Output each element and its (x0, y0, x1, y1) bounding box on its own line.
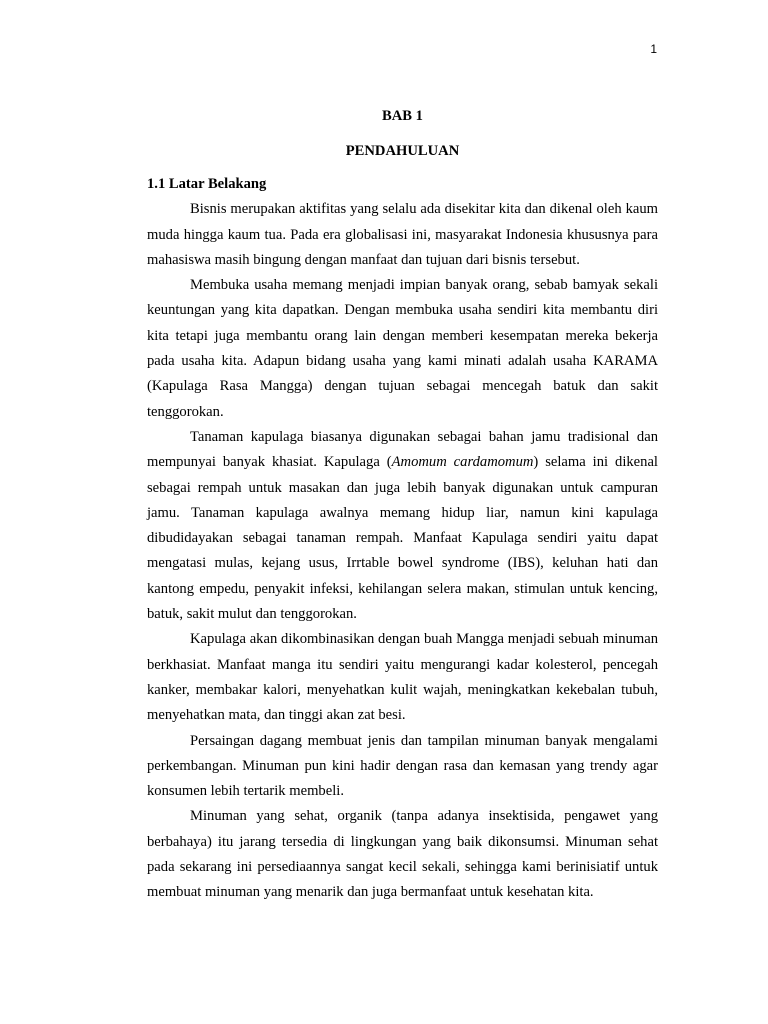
paragraph-2: Membuka usaha memang menjadi impian banyak orang, sebab bamyak sekali keuntungan yang kita dapatkan. Dengan membuka usaha sendiri kita membantu diri kita tetapi juga membantu orang lain dengan memberi kesempatan mereka bekerja pada usaha kita. Adapun bidang usaha yang kami minati adalah usaha KARAMA (Kapulaga Rasa Mangga) dengan tujuan sebagai mencegah batuk dan sakit tenggorokan. (147, 277, 658, 420)
paragraph-3-text-before: Tanaman kapulaga biasanya digunakan sebagai bahan jamu tradisional dan mempunyai banyak khasiat. Kapulaga ( (147, 428, 658, 471)
page-number: 1 (650, 42, 657, 56)
paragraph-3-text-after: ) selama ini dikenal sebagai rempah untuk masakan dan juga lebih banyak digunakan untuk campuran jamu. Tanaman kapulaga awalnya memang hidup liar, namun kini kapulaga dibudidayakan sebagai tanaman rempah. Manfaat Kapulaga sendiri yaitu dapat mengatasi mulas, kejang usus, Irrtable bowel syndrome (IBS), keluhan hati dan kantong empedu, penyakit infeksi, kehilangan selera makan, stimulan untuk kencing, batuk, sakit mulut dan tenggorokan. (147, 454, 658, 623)
document-body (147, 104, 658, 906)
paragraph-5: Persaingan dagang membuat jenis dan tampilan minuman banyak mengalami perkembangan. Minuman pun kini hadir dengan rasa dan kemasan yang trendy agar konsumen lebih tertarik membeli. (147, 732, 658, 800)
section-heading: 1.1 Latar Belakang (147, 176, 267, 192)
chapter-title: PENDAHULUAN (345, 143, 460, 159)
chapter-number: BAB 1 (382, 108, 423, 124)
scientific-name: Amomum cardamomum (391, 454, 534, 471)
paragraph-3 (147, 425, 658, 627)
paragraph-4: Kapulaga akan dikombinasikan dengan buah Mangga menjadi sebuah minuman berkhasiat. Manfaat manga itu sendiri yaitu mengurangi kadar kolesterol, pencegah kanker, membakar kalori, menyehatkan kulit wajah, meningkatkan kekebalan tubuh, menyehatkan mata, dan tinggi akan zat besi. (147, 631, 658, 724)
paragraph-6: Minuman yang sehat, organik (tanpa adanya insektisida, pengawet yang berbahaya) itu jarang tersedia di lingkungan yang baik dikonsumsi. Minuman sehat pada sekarang ini persediaannya sangat kecil sekali, sehingga kami berinisiatif untuk membuat minuman yang menarik dan juga bermanfaat untuk kesehatan kita. (147, 808, 658, 901)
paragraph-1: Bisnis merupakan aktifitas yang selalu ada disekitar kita dan dikenal oleh kaum muda hingga kaum tua. Pada era globalisasi ini, masyarakat Indonesia khususnya para mahasiswa masih bingung dengan manfaat dan tujuan dari bisnis tersebut. (147, 201, 658, 268)
